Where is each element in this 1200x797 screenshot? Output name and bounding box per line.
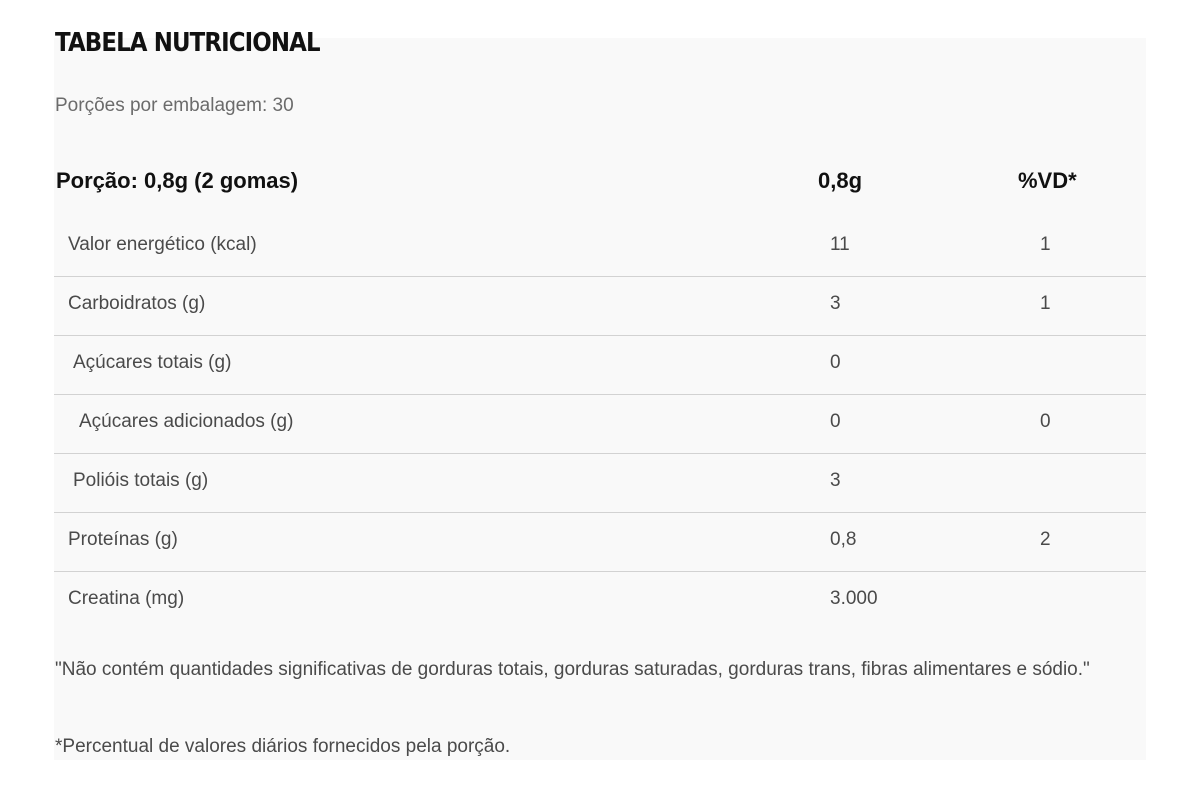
row-amount: 0 [830,411,841,432]
row-amount: 3 [830,293,841,314]
row-daily-value: 1 [1040,293,1051,314]
table-row [54,218,1146,277]
row-name: Polióis totais (g) [73,470,209,491]
table-row [54,395,1146,454]
table-row [54,277,1146,336]
row-daily-value: 0 [1040,411,1051,432]
table-row [54,513,1146,572]
row-name: Valor energético (kcal) [68,234,257,255]
header-portion: Porção: 0,8g (2 gomas) [56,168,299,193]
table-row [54,336,1146,395]
row-amount: 0 [830,352,841,373]
row-amount: 3 [830,470,841,491]
row-amount: 3.000 [830,588,878,609]
row-name: Creatina (mg) [68,588,185,609]
header-daily-value: %VD* [1018,168,1077,193]
row-daily-value: 1 [1040,234,1051,255]
page-title: TABELA NUTRICIONAL [55,28,320,58]
header-amount: 0,8g [818,168,863,193]
nutrition-table [54,218,1146,630]
row-daily-value: 2 [1040,529,1051,550]
row-name: Proteínas (g) [68,529,178,550]
row-name: Carboidratos (g) [68,293,206,314]
servings-per-package: Porções por embalagem: 30 [55,95,294,116]
table-header [54,168,1146,198]
row-amount: 11 [830,234,850,255]
row-name: Açúcares adicionados (g) [79,411,294,432]
table-row [54,454,1146,513]
row-name: Açúcares totais (g) [73,352,232,373]
table-row [54,572,1146,630]
row-amount: 0,8 [830,529,857,550]
daily-value-footnote: *Percentual de valores diários fornecidos pela porção. [55,736,511,757]
nutrition-note: "Não contém quantidades significativas de gorduras totais, gorduras saturadas, gorduras trans, fibras alimentares e sódio." [55,659,1090,680]
